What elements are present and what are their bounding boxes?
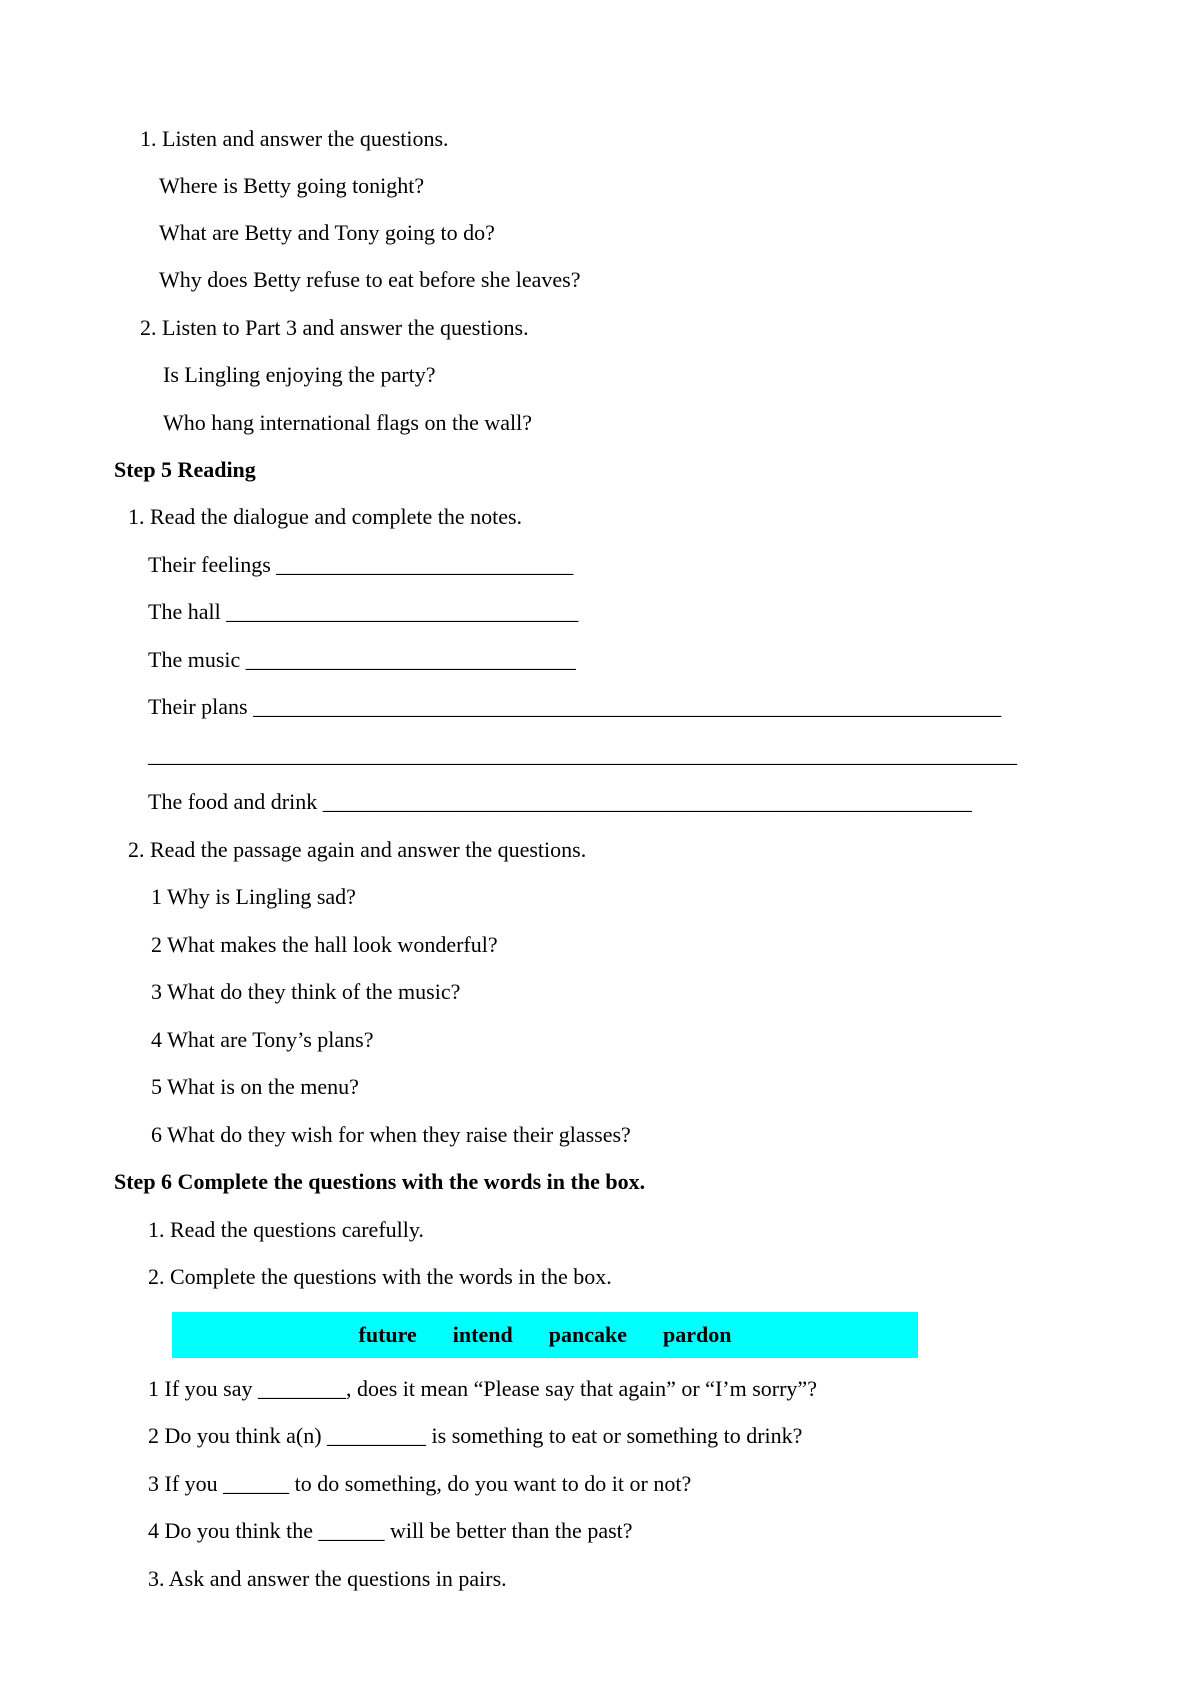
listening-question: Is Lingling enjoying the party? (163, 362, 436, 387)
reading-question: 4 What are Tony’s plans? (151, 1027, 374, 1052)
word-box-item: future (358, 1322, 417, 1347)
reading-task-2: 2. Read the passage again and answer the questions. (128, 837, 587, 862)
word-box-item: pancake (548, 1322, 627, 1347)
word-box-item: intend (452, 1322, 513, 1347)
note-hall: The hall ________________________________ (148, 599, 579, 624)
step6-task-2: 2. Complete the questions with the words in the box. (148, 1264, 612, 1289)
listening-question: Who hang international flags on the wall? (163, 410, 532, 435)
fill-sentence: 4 Do you think the ______ will be better than the past? (148, 1518, 633, 1543)
reading-question: 6 What do they wish for when they raise their glasses? (151, 1122, 631, 1147)
step6-task-3: 3. Ask and answer the questions in pairs. (148, 1566, 507, 1591)
listening-question: What are Betty and Tony going to do? (159, 220, 495, 245)
listening-question: Where is Betty going tonight? (159, 173, 425, 198)
fill-sentence: 2 Do you think a(n) _________ is something to eat or something to drink? (148, 1423, 803, 1448)
listening-task-1: 1. Listen and answer the questions. (140, 126, 449, 151)
word-box-item: pardon (662, 1322, 732, 1347)
reading-question: 3 What do they think of the music? (151, 979, 461, 1004)
reading-question: 1 Why is Lingling sad? (151, 884, 356, 909)
reading-task-1: 1. Read the dialogue and complete the notes. (128, 504, 523, 529)
step6-task-1: 1. Read the questions carefully. (148, 1217, 424, 1242)
fill-sentence: 3 If you ______ to do something, do you want to do it or not? (148, 1471, 692, 1496)
note-food-drink: The food and drink ___________________________________________________________ (148, 789, 972, 814)
reading-question: 5 What is on the menu? (151, 1074, 359, 1099)
note-feelings: Their feelings ___________________________ (148, 552, 574, 577)
reading-question: 2 What makes the hall look wonderful? (151, 932, 498, 957)
listening-question: Why does Betty refuse to eat before she leaves? (159, 267, 581, 292)
fill-sentence: 1 If you say ________, does it mean “Please say that again” or “I’m sorry”? (148, 1376, 817, 1401)
word-box (172, 1312, 918, 1358)
note-plans: Their plans ____________________________________________________________________ (148, 694, 1002, 719)
step5-heading: Step 5 Reading (114, 457, 256, 482)
listening-task-2: 2. Listen to Part 3 and answer the questions. (140, 315, 529, 340)
note-plans-continued: _______________________________________________________________________________ (148, 742, 1017, 767)
step6-heading: Step 6 Complete the questions with the words in the box. (114, 1169, 646, 1194)
note-music: The music ______________________________ (148, 647, 576, 672)
